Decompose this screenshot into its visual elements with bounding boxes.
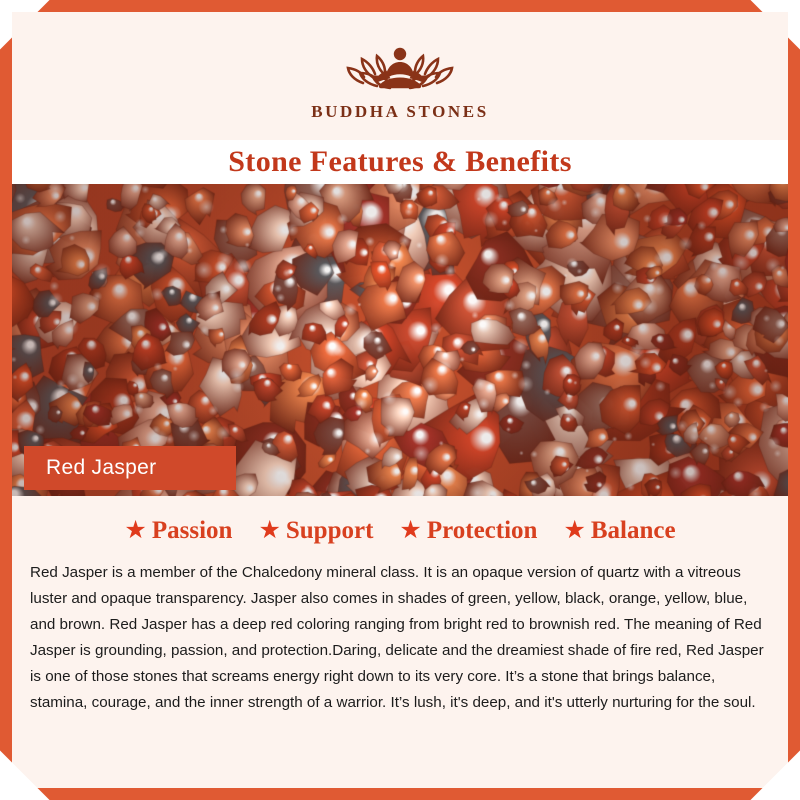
star-icon: ★ — [124, 515, 147, 544]
benefit-item-balance — [563, 517, 675, 545]
brand-header — [12, 12, 788, 140]
benefit-item-support — [258, 517, 373, 545]
page-title: Stone Features & Benefits — [228, 145, 572, 178]
lotus-meditation-figure-icon — [330, 26, 470, 106]
star-icon: ★ — [399, 515, 422, 544]
star-icon: ★ — [258, 515, 281, 544]
benefit-item-protection — [399, 517, 537, 545]
benefit-label: Balance — [590, 517, 676, 544]
benefit-item-passion — [124, 517, 232, 545]
photo-caption-tag — [24, 446, 236, 490]
title-band — [12, 140, 788, 184]
star-icon: ★ — [563, 515, 586, 544]
benefit-label: Protection — [426, 517, 538, 544]
red-jasper-photo — [12, 184, 788, 496]
benefit-label: Passion — [151, 517, 233, 544]
brand-name: BUDDHA STONES — [311, 102, 489, 121]
photo-caption-label: Red Jasper — [46, 456, 157, 479]
benefits-row — [12, 508, 788, 554]
description-text: Red Jasper is a member of the Chalcedony mineral class. It is an opaque version of quartz with a vitreous luster and opaque transparency. Jasper also comes in shades of green, yellow, black, orange, yellow, blue, and brown. Red Jasper has a deep red coloring ranging from bright red to brownish red. The meaning of Red Jasper is grounding, passion, and protection.Daring, delicate and the dreamiest shade of fire red, Red Jasper is one of those stones that screams energy right down to its very core. It’s a stone that brings balance, stamina, courage, and the inner strength of a warrior. It’s lush, it's deep, and it's utterly nurturing for the soul. — [30, 564, 764, 711]
benefit-label: Support — [285, 517, 374, 544]
